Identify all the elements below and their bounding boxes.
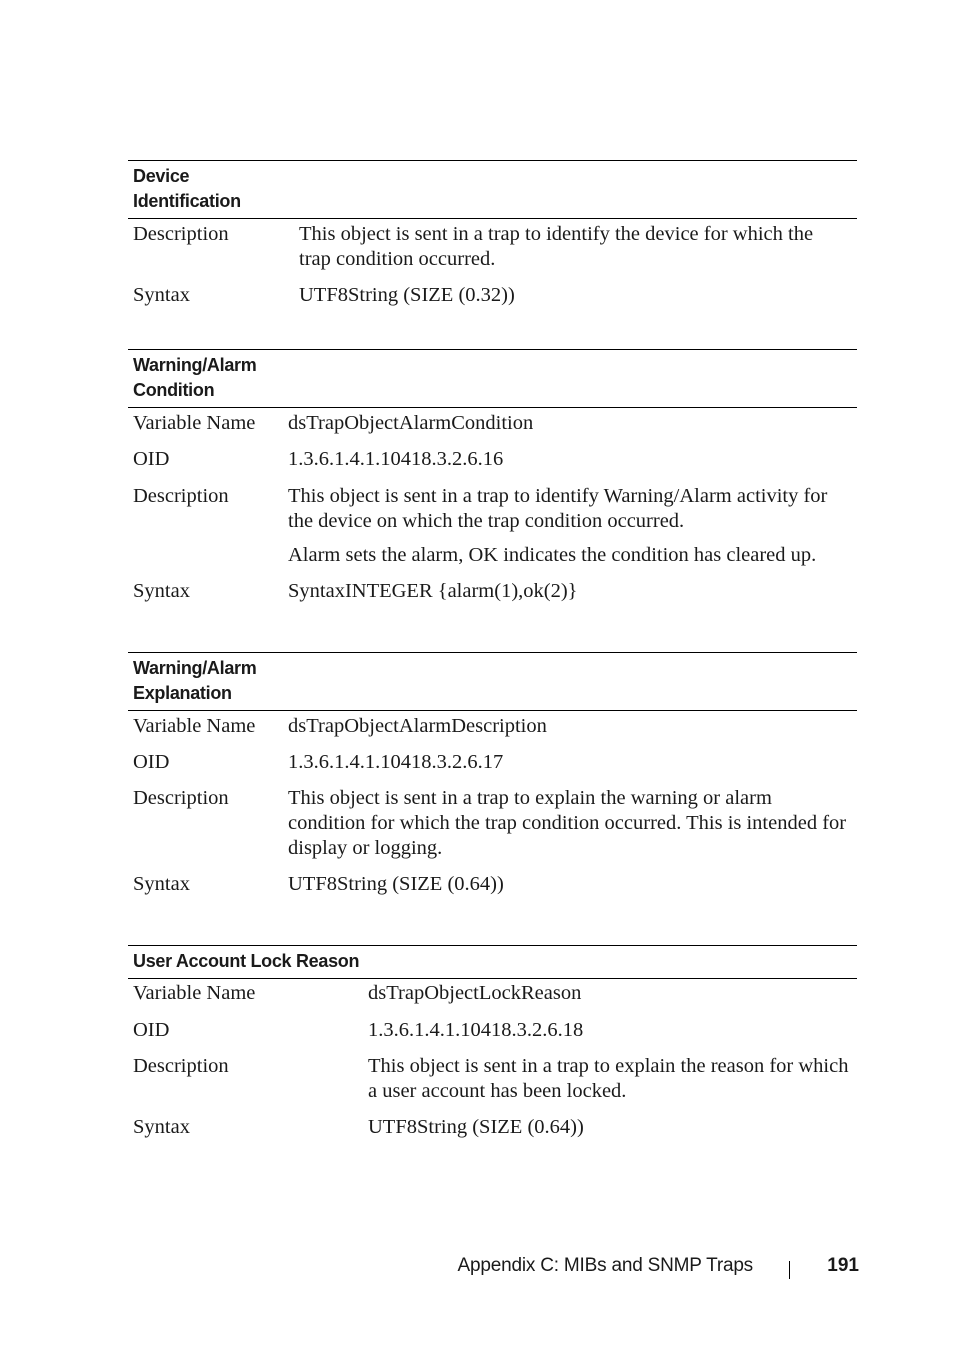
section-device-identification [128,160,857,308]
footer-title: Appendix C: MIBs and SNMP Traps [457,1255,753,1276]
page-footer [0,1255,954,1283]
row-value: This object is sent in a trap to identify Warning/Alarm activity for the device on which the trap condition occurred. Alarm sets the alarm, OK indicates the condition has cleared up. [288,485,828,566]
section-heading: Warning/Alarm Explanation [133,658,257,703]
row-label: Description [133,223,229,245]
row-value: UTF8String (SIZE (0.64)) [288,873,504,895]
row-label: Syntax [133,580,190,602]
row-label: Variable Name [133,412,256,434]
table-row [128,786,857,861]
table-row [128,1054,857,1104]
table-row [128,714,857,739]
row-label: Variable Name [133,982,256,1004]
row-value: SyntaxINTEGER {alarm(1),ok(2)} [288,580,578,602]
section-warning-alarm-condition [128,349,857,604]
table-row [128,411,857,436]
row-label: OID [133,1019,170,1041]
row-label: Description [133,485,229,507]
table-row [128,484,857,568]
table-row [128,981,857,1006]
table-row [128,750,857,775]
row-label: Syntax [133,873,190,895]
table-row [128,872,857,897]
section-heading: Warning/Alarm Condition [133,355,257,400]
row-value: UTF8String (SIZE (0.64)) [368,1116,584,1138]
row-value: 1.3.6.1.4.1.10418.3.2.6.18 [368,1019,584,1041]
row-value: This object is sent in a trap to identify the device for which the trap condition occurred. [299,223,814,270]
section-heading: User Account Lock Reason [133,951,360,971]
section-heading: Device Identification [133,166,241,211]
row-value: UTF8String (SIZE (0.32)) [299,284,515,306]
row-value: This object is sent in a trap to explain the warning or alarm condition for which the trap condition occurred. This is intended for display or logging. [288,787,847,859]
row-label: Description [133,787,229,809]
row-label: Variable Name [133,715,256,737]
table-row [128,283,857,308]
table-row [128,447,857,472]
row-value: dsTrapObjectLockReason [368,982,582,1004]
row-value: 1.3.6.1.4.1.10418.3.2.6.16 [288,448,504,470]
row-label: Syntax [133,284,190,306]
table-row [128,579,857,604]
section-heading-rule [128,710,857,711]
section-heading-rule [128,978,857,979]
table-row [128,1018,857,1043]
footer-separator [789,1261,790,1279]
page-number: 191 [827,1255,859,1276]
section-warning-alarm-explanation [128,652,857,897]
row-value: dsTrapObjectAlarmDescription [288,715,547,737]
row-label: Syntax [133,1116,190,1138]
section-heading-rule [128,218,857,219]
row-value: dsTrapObjectAlarmCondition [288,412,534,434]
row-value: 1.3.6.1.4.1.10418.3.2.6.17 [288,751,504,773]
row-value: This object is sent in a trap to explain the reason for which a user account has been locked. [368,1055,849,1102]
row-label: Description [133,1055,229,1077]
row-label: OID [133,448,170,470]
section-heading-rule [128,407,857,408]
row-label: OID [133,751,170,773]
table-row [128,222,857,272]
table-row [128,1115,857,1140]
section-user-account-lock-reason [128,945,857,1140]
